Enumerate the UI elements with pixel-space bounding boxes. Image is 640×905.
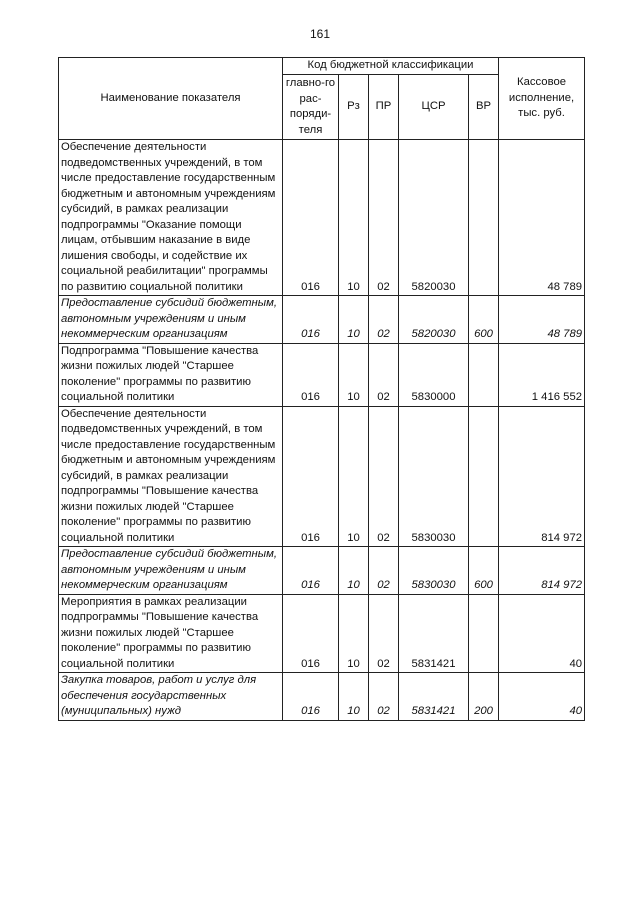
row-name: Подпрограмма "Повышение качества жизни пожилых людей "Старшее поколение" программы по развитию социальной политики <box>59 343 283 406</box>
row-amount: 48 789 <box>499 140 585 296</box>
row-glavn: 016 <box>283 547 339 595</box>
row-glavn: 016 <box>283 343 339 406</box>
row-name: Закупка товаров, работ и услуг для обеспечения государственных (муниципальных) нужд <box>59 673 283 721</box>
header-cash: Кассовое исполнение, тыс. руб. <box>499 58 585 140</box>
header-glavn: главно-го рас-поряди-теля <box>283 75 339 140</box>
row-pr: 02 <box>369 547 399 595</box>
table-row <box>59 140 585 296</box>
row-amount: 40 <box>499 673 585 721</box>
row-vr: 600 <box>469 296 499 344</box>
row-pr: 02 <box>369 296 399 344</box>
row-csr: 5820030 <box>399 296 469 344</box>
row-amount: 814 972 <box>499 406 585 547</box>
row-name: Мероприятия в рамках реализации подпрограммы "Повышение качества жизни пожилых людей "Старшее поколение" программы по развитию социальной политики <box>59 594 283 673</box>
row-csr: 5820030 <box>399 140 469 296</box>
row-amount: 40 <box>499 594 585 673</box>
row-csr: 5831421 <box>399 594 469 673</box>
row-csr: 5830030 <box>399 406 469 547</box>
row-pr: 02 <box>369 140 399 296</box>
page-number: 161 <box>309 27 331 41</box>
row-vr <box>469 140 499 296</box>
row-glavn: 016 <box>283 140 339 296</box>
row-rz: 10 <box>339 673 369 721</box>
row-amount: 1 416 552 <box>499 343 585 406</box>
row-vr <box>469 406 499 547</box>
row-pr: 02 <box>369 673 399 721</box>
row-glavn: 016 <box>283 594 339 673</box>
table-row <box>59 673 585 721</box>
row-rz: 10 <box>339 406 369 547</box>
table-row <box>59 343 585 406</box>
row-name: Предоставление субсидий бюджетным, автономным учреждениям и иным некоммерческим организациям <box>59 296 283 344</box>
table-row <box>59 594 585 673</box>
row-glavn: 016 <box>283 673 339 721</box>
row-rz: 10 <box>339 343 369 406</box>
row-rz: 10 <box>339 594 369 673</box>
row-pr: 02 <box>369 406 399 547</box>
table-row <box>59 296 585 344</box>
table-row <box>59 547 585 595</box>
row-vr <box>469 594 499 673</box>
header-csr: ЦСР <box>399 75 469 140</box>
row-vr: 600 <box>469 547 499 595</box>
row-name: Обеспечение деятельности подведомственных учреждений, в том числе предоставление государственным бюджетным и автономным учреждениям субсидий, в рамках реализации подпрограммы "Повышение качества жизни пожилых людей "Старшее поколение" программы по развитию социальной политики <box>59 406 283 547</box>
row-name: Предоставление субсидий бюджетным, автономным учреждениям и иным некоммерческим организациям <box>59 547 283 595</box>
table-row <box>59 406 585 547</box>
row-rz: 10 <box>339 547 369 595</box>
budget-table <box>58 57 585 721</box>
row-pr: 02 <box>369 343 399 406</box>
row-name: Обеспечение деятельности подведомственных учреждений, в том числе предоставление государственным бюджетным и автономным учреждениям субсидий, в рамках реализации подпрограммы "Оказание помощи лицам, отбывшим наказание в виде лишения свободы, и содействие их социальной реабилитации" программы по развитию социальной политики <box>59 140 283 296</box>
row-vr <box>469 343 499 406</box>
row-vr: 200 <box>469 673 499 721</box>
row-glavn: 016 <box>283 406 339 547</box>
row-rz: 10 <box>339 140 369 296</box>
header-pr: ПР <box>369 75 399 140</box>
row-amount: 814 972 <box>499 547 585 595</box>
row-csr: 5830000 <box>399 343 469 406</box>
row-amount: 48 789 <box>499 296 585 344</box>
row-csr: 5830030 <box>399 547 469 595</box>
header-code-group: Код бюджетной классификации <box>283 58 499 75</box>
header-vr: ВР <box>469 75 499 140</box>
row-rz: 10 <box>339 296 369 344</box>
row-pr: 02 <box>369 594 399 673</box>
header-rz: Рз <box>339 75 369 140</box>
row-glavn: 016 <box>283 296 339 344</box>
row-csr: 5831421 <box>399 673 469 721</box>
header-name: Наименование показателя <box>59 58 283 140</box>
